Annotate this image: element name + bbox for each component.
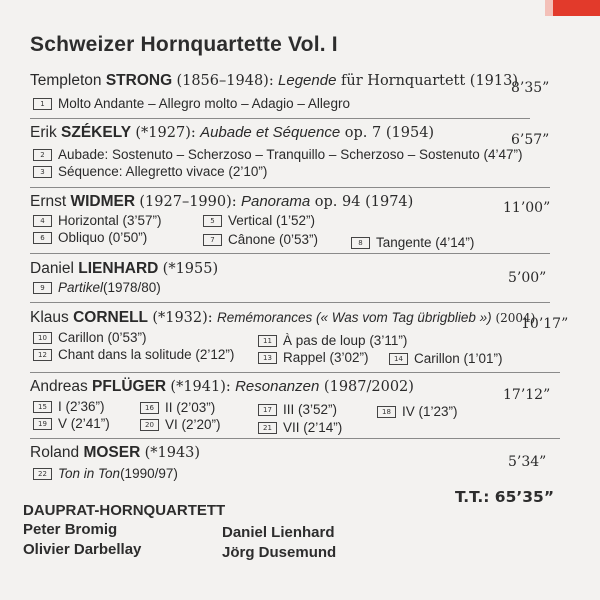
track-item [203, 232, 318, 247]
work-duration: 8’35” [511, 80, 550, 96]
track-item [33, 164, 267, 179]
member-name: Peter Bromig [23, 521, 118, 538]
track-item [258, 333, 407, 348]
track-number: 4 [33, 215, 52, 227]
track-label: V (2’41”) [58, 416, 110, 431]
work-title: Remémorances (« Was vom Tag übrigblieb ») [217, 310, 492, 325]
track-number: 21 [258, 422, 277, 434]
track-label: IV (1’23”) [402, 404, 458, 419]
track-number: 20 [140, 419, 159, 431]
track-label: VI (2’20”) [165, 417, 221, 432]
track-item [33, 330, 147, 345]
track-item [33, 230, 147, 245]
work-duration: 11’00” [503, 200, 551, 216]
member-name: Jörg Dusemund [222, 544, 337, 561]
track-label: Horizontal (3’57”) [58, 213, 162, 228]
track-label: Carillon (0’53”) [58, 330, 147, 345]
work-info: (2004) [491, 311, 536, 325]
divider [30, 253, 550, 254]
composer-first: Erik [30, 124, 57, 141]
track-number: 22 [33, 468, 52, 480]
composer-first: Klaus [30, 309, 69, 326]
track-label: À pas de loup (3’11”) [283, 333, 408, 348]
track-number: 6 [33, 232, 52, 244]
track-item [203, 213, 315, 228]
work-heading-lienhard [30, 260, 218, 278]
composer-dates: (*1932): [152, 310, 213, 326]
composer-last: CORNELL [73, 309, 149, 326]
track-number: 18 [377, 406, 396, 418]
work-info: op. 94 (1974) [310, 194, 414, 210]
work-heading-cornell [30, 309, 535, 327]
track-label: Cânone (0’53”) [228, 232, 319, 247]
composer-first: Andreas [30, 378, 88, 395]
track-number: 11 [258, 335, 277, 347]
track-number: 7 [203, 234, 222, 246]
work-duration: 17’12” [503, 387, 551, 403]
track-label: Rappel (3’02”) [283, 350, 369, 365]
work-heading-szekely [30, 124, 434, 142]
track-number: 8 [351, 237, 370, 249]
work-info: op. 7 (1954) [340, 125, 435, 141]
composer-dates: (*1941): [170, 379, 231, 395]
track-label: Partikel [58, 280, 104, 295]
track-item [351, 235, 474, 250]
track-item [389, 351, 503, 366]
track-label: Obliquo (0’50”) [58, 230, 148, 245]
track-label: Vertical (1’52”) [228, 213, 316, 228]
composer-last: MOSER [83, 444, 141, 461]
track-number: 10 [33, 332, 52, 344]
work-info: für Hornquartett (1913) [336, 73, 519, 89]
composer-dates: (*1927): [135, 125, 196, 141]
track-label: I (2’36”) [58, 399, 105, 414]
divider [30, 302, 550, 303]
composer-first: Ernst [30, 193, 67, 210]
work-heading-pflueger [30, 378, 414, 396]
work-heading-strong [30, 72, 518, 90]
track-item [140, 400, 215, 415]
divider [30, 438, 560, 439]
track-label: Aubade: Sostenuto – Scherzoso – Tranquillo – Scherzoso – Sostenuto (4’47”) [58, 147, 523, 162]
track-item [377, 404, 458, 419]
ensemble-name: DAUPRAT-HORNQUARTETT [23, 502, 226, 519]
track-label: Molto Andante – Allegro molto – Adagio – Allegro [58, 96, 350, 111]
track-label: VII (2’14”) [283, 420, 343, 435]
work-duration: 5’00” [508, 270, 547, 286]
track-number: 9 [33, 282, 52, 294]
track-number: 2 [33, 149, 52, 161]
divider [30, 187, 550, 188]
track-label: II (2’03”) [165, 400, 216, 415]
composer-last: LIENHARD [78, 260, 159, 277]
track-label: III (3’52”) [283, 402, 338, 417]
member-name: Olivier Darbellay [23, 541, 142, 558]
composer-last: WIDMER [70, 193, 136, 210]
total-time: T.T.: 65’35” [455, 488, 555, 506]
work-info: (1987/2002) [319, 379, 414, 395]
track-number: 3 [33, 166, 52, 178]
track-item [258, 420, 342, 435]
work-title: Resonanzen [235, 378, 320, 395]
track-label-year: (1990/97) [120, 466, 178, 481]
track-label: Carillon (1’01”) [414, 351, 503, 366]
composer-last: STRONG [105, 72, 173, 89]
composer-first: Templeton [30, 72, 102, 89]
track-number: 15 [33, 401, 52, 413]
track-number: 16 [140, 402, 159, 414]
track-number: 12 [33, 349, 52, 361]
work-duration: 5’34” [508, 454, 547, 470]
track-number: 5 [203, 215, 222, 227]
composer-dates: (1856–1948): [176, 73, 274, 89]
track-item [33, 399, 105, 414]
track-item [258, 350, 369, 365]
track-item [33, 96, 350, 111]
track-number: 17 [258, 404, 277, 416]
track-item [140, 417, 221, 432]
track-item [33, 347, 234, 362]
track-number: 14 [389, 353, 408, 365]
divider [30, 372, 560, 373]
composer-dates: (*1943) [144, 445, 201, 461]
track-item [258, 402, 337, 417]
track-item [33, 280, 161, 295]
work-title: Aubade et Séquence [200, 124, 341, 141]
track-number: 19 [33, 418, 52, 430]
track-item [33, 416, 110, 431]
red-corner-mark [545, 0, 600, 16]
work-duration: 6’57” [511, 132, 550, 148]
work-duration: 10’17” [521, 316, 569, 332]
work-title: Panorama [240, 193, 311, 210]
page-title: Schweizer Hornquartette Vol. I [30, 33, 338, 56]
work-title: Legende [278, 72, 337, 89]
track-number: 1 [33, 98, 52, 110]
work-heading-moser [30, 444, 200, 462]
track-label: Ton in Ton [58, 466, 121, 481]
track-item [33, 147, 523, 162]
work-heading-widmer [30, 193, 413, 211]
track-label: Séquence: Allegretto vivace (2’10”) [58, 164, 268, 179]
member-name: Daniel Lienhard [222, 524, 335, 541]
composer-last: PFLÜGER [92, 378, 167, 395]
track-label: Chant dans la solitude (2’12”) [58, 347, 235, 362]
track-number: 13 [258, 352, 277, 364]
composer-last: SZÉKELY [61, 124, 132, 141]
composer-first: Roland [30, 444, 80, 461]
track-item [33, 213, 162, 228]
composer-dates: (*1955) [162, 261, 219, 277]
composer-dates: (1927–1990): [139, 194, 237, 210]
track-label-year: (1978/80) [103, 280, 161, 295]
divider [30, 118, 530, 119]
composer-first: Daniel [30, 260, 74, 277]
track-item [33, 466, 178, 481]
track-label: Tangente (4’14”) [376, 235, 475, 250]
